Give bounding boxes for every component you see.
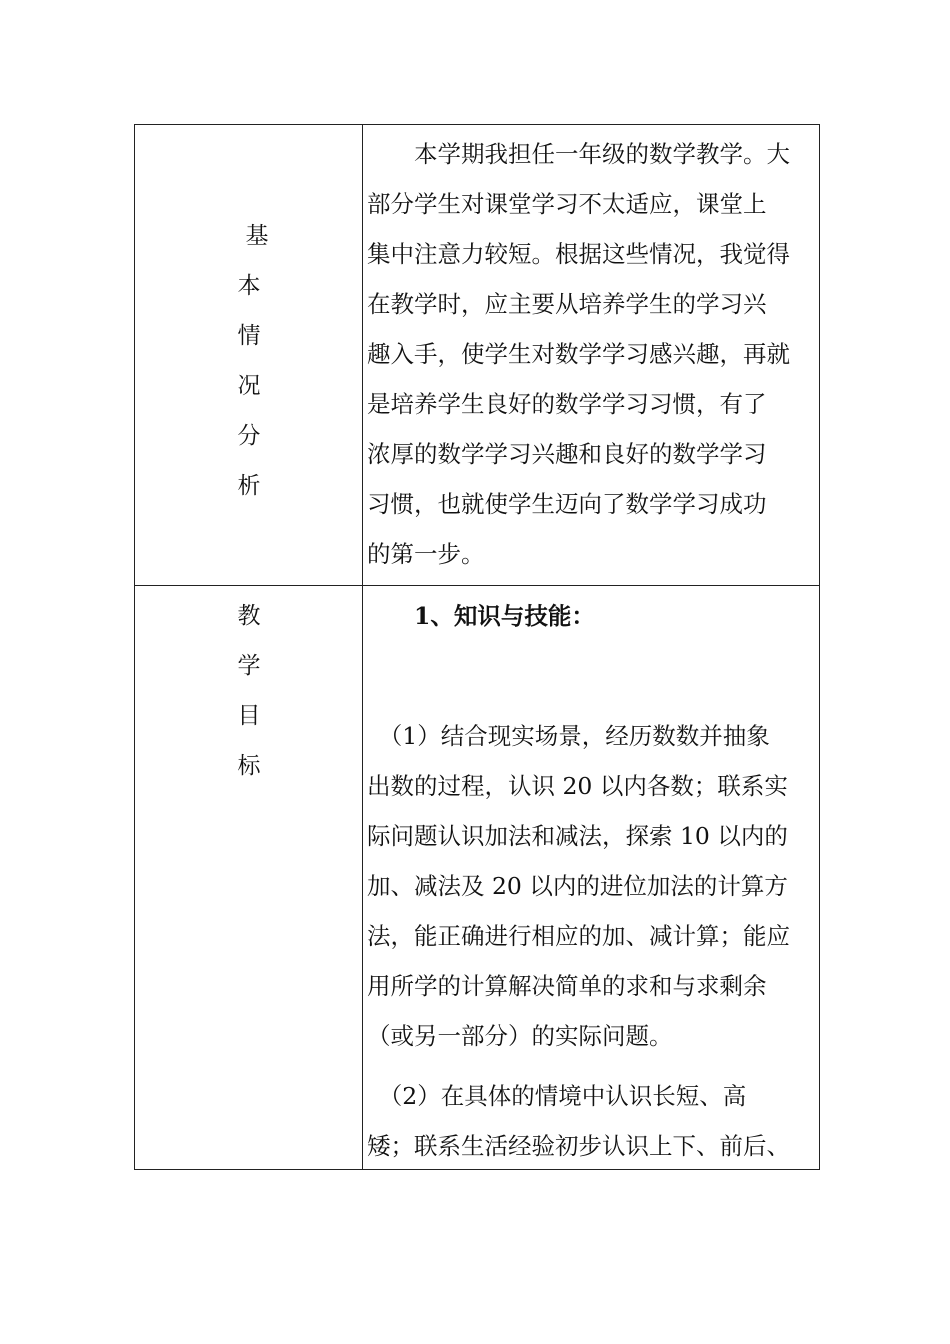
text-line: 加、减法及 20 以内的进位加法的计算方 <box>367 872 788 900</box>
label-char: 情 <box>237 323 261 349</box>
text-line: 趣入手，使学生对数学学习感兴趣，再就 <box>367 340 790 368</box>
text-line: 的第一步。 <box>367 540 485 568</box>
label-char: 学 <box>237 653 261 679</box>
basic-analysis-text <box>367 129 815 579</box>
text-line: （1）结合现实场景，经历数数并抽象 <box>367 722 770 750</box>
teaching-goals-para-2 <box>367 1071 815 1171</box>
column-divider <box>362 125 363 1169</box>
text-line: 法，能正确进行相应的加、减计算；能应 <box>367 922 790 950</box>
label-char: 标 <box>237 753 261 779</box>
text-line: 浓厚的数学学习兴趣和良好的数学学习 <box>367 440 767 468</box>
label-char: 目 <box>237 703 261 729</box>
label-char: 基 <box>245 223 269 249</box>
label-char: 析 <box>237 473 261 499</box>
text-line: 矮；联系生活经验初步认识上下、前后、 <box>367 1132 790 1160</box>
label-char: 本 <box>237 273 261 299</box>
label-char: 教 <box>237 603 261 629</box>
text-line: 出数的过程，认识 20 以内各数；联系实 <box>367 772 788 800</box>
text-line: 用所学的计算解决简单的求和与求剩余 <box>367 972 767 1000</box>
row-divider <box>135 585 819 586</box>
teaching-goals-para-1 <box>367 711 815 1061</box>
section-heading: 1、知识与技能： <box>367 602 595 630</box>
label-char: 况 <box>237 373 261 399</box>
plan-table <box>134 124 820 1170</box>
text-line: 习惯，也就使学生迈向了数学学习成功 <box>367 490 767 518</box>
text-line: （2）在具体的情境中认识长短、高 <box>367 1082 747 1110</box>
teaching-goals-heading-block <box>367 591 815 641</box>
text-line: 集中注意力较短。根据这些情况，我觉得 <box>367 240 790 268</box>
text-line: 际问题认识加法和减法，探索 10 以内的 <box>367 822 788 850</box>
text-line: 部分学生对课堂学习不太适应，课堂上 <box>367 190 767 218</box>
text-line: 本学期我担任一年级的数学教学。大 <box>367 140 790 168</box>
label-char: 分 <box>237 423 261 449</box>
text-line: 是培养学生良好的数学学习习惯，有了 <box>367 390 767 418</box>
text-line: （或另一部分）的实际问题。 <box>367 1022 673 1050</box>
text-line: 在教学时，应主要从培养学生的学习兴 <box>367 290 767 318</box>
